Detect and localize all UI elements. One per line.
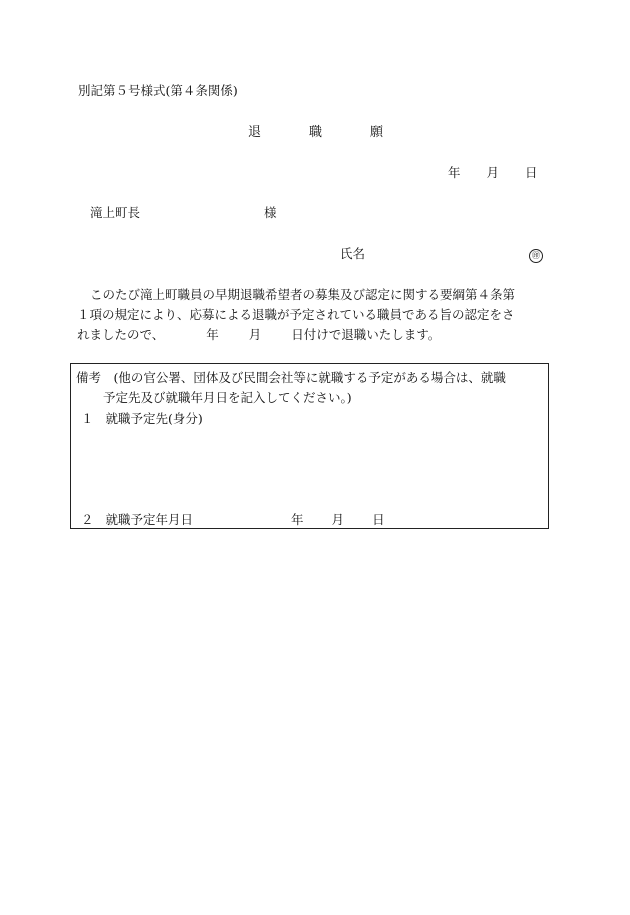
body-line-1: このたび滝上町職員の早期退職希望者の募集及び認定に関する要綱第４条第 — [90, 287, 516, 302]
remarks-item-2-number: ２ — [81, 512, 94, 527]
body-line-2: １項の規定により、応募による退職が予定されている職員である旨の認定をさ — [77, 307, 515, 322]
date-year: 年 — [448, 165, 461, 180]
remarks-item-2-label: 就職予定年月日 — [105, 512, 194, 527]
addressee-name: 滝上町長 — [90, 205, 141, 220]
body-line-3-suffix: 日付けで退職いたします。 — [291, 327, 441, 342]
signature-line — [340, 248, 543, 263]
remarks-year: 年 — [291, 512, 304, 527]
seal-mark-icon: ㊞ — [529, 249, 543, 263]
addressee-honorific: 様 — [264, 205, 277, 220]
remarks-item-1 — [81, 413, 203, 426]
body-line-3-prefix: れましたので、 — [77, 327, 165, 342]
remarks-box — [70, 363, 549, 529]
remarks-month: 月 — [331, 512, 345, 527]
remarks-line-1: 備考 (他の官公署、団体及び民間会社等に就職する予定がある場合は、就職 — [76, 370, 506, 385]
remarks-item-1-label: 就職予定先(身分) — [105, 411, 203, 426]
form-id: 別記第５号様式(第４条関係) — [78, 83, 238, 98]
document-title — [248, 126, 383, 139]
remarks-day: 日 — [372, 512, 385, 527]
date-line — [448, 167, 538, 180]
body-line-3 — [77, 329, 440, 342]
remarks-line-2: 予定先及び就職年月日を記入してください。) — [103, 390, 352, 405]
date-day: 日 — [525, 165, 538, 180]
remarks-item-1-number: １ — [81, 411, 94, 426]
title-char-2: 職 — [309, 125, 323, 140]
body-month: 月 — [248, 327, 262, 342]
remarks-item-2 — [81, 514, 385, 527]
addressee — [90, 207, 277, 220]
title-char-3: 願 — [370, 125, 384, 140]
body-year: 年 — [206, 327, 219, 342]
signature-label: 氏名 — [340, 246, 366, 261]
date-month: 月 — [486, 165, 500, 180]
title-char-1: 退 — [248, 125, 262, 140]
